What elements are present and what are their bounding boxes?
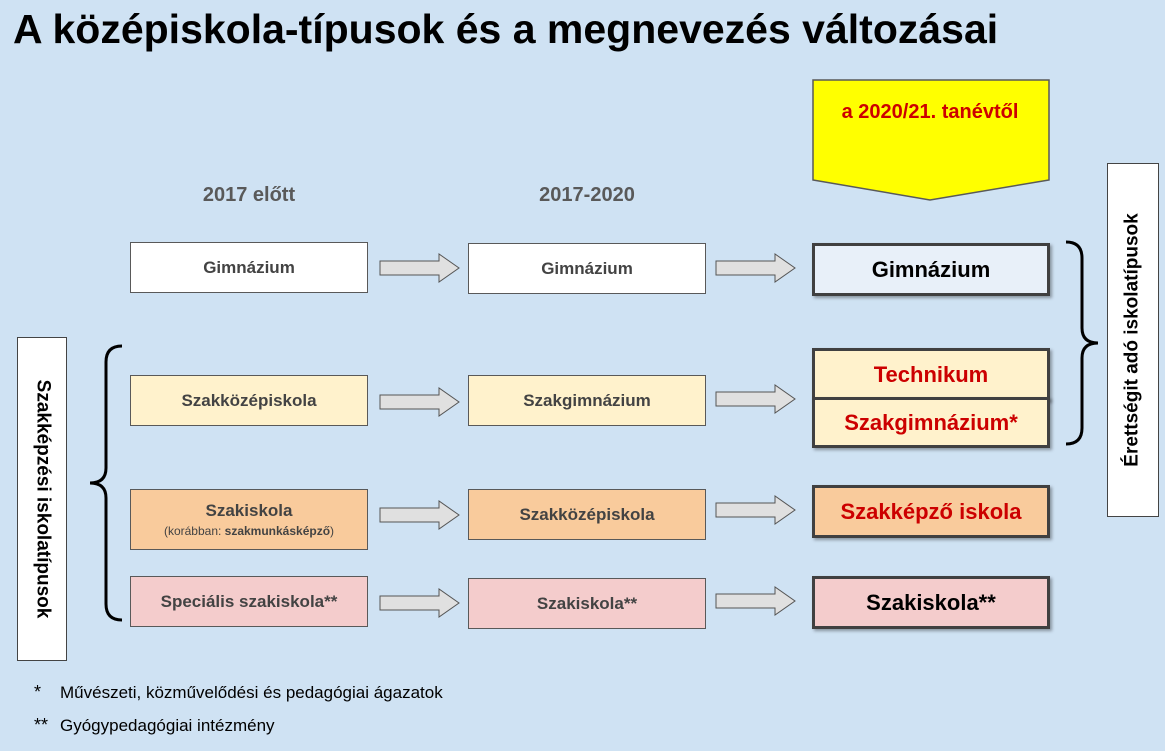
footnote-1-mark: * — [34, 682, 42, 702]
footnote-2-mark: ** — [34, 715, 49, 735]
arrow-right-icon — [379, 588, 461, 620]
box-szakiskola-before — [130, 489, 368, 550]
right-brace-icon — [1060, 236, 1104, 450]
page-title: A középiskola-típusok és a megnevezés változásai — [13, 6, 999, 52]
side-label-szakkepzesi — [17, 337, 67, 661]
arrow-right-icon — [715, 586, 797, 618]
arrow-right-icon — [715, 495, 797, 527]
box-gimnazium-2020: Gimnázium — [812, 243, 1050, 296]
box-szakkozepiskola-before: Szakközépiskola — [130, 375, 368, 426]
side-label-erettsegit-text: Érettségit adó iskolatípusok — [1122, 213, 1143, 467]
column-header-2017-2020: 2017-2020 — [539, 184, 635, 206]
box-gimnazium-before: Gimnázium — [130, 242, 368, 293]
banner-arrow — [810, 78, 1054, 204]
footnote-2-text: Gyógypedagógiai intézmény — [60, 716, 275, 735]
arrow-right-icon — [379, 500, 461, 532]
column-header-before-2017: 2017 előtt — [202, 184, 296, 206]
left-brace-icon — [84, 340, 128, 626]
box-szakkozepiskola-2017: Szakközépiskola — [468, 489, 706, 540]
arrow-right-icon — [379, 387, 461, 419]
arrow-right-icon — [715, 253, 797, 285]
box-szakiskola-2017: Szakiskola** — [468, 578, 706, 629]
box-szakgimnazium-2017: Szakgimnázium — [468, 375, 706, 426]
box-szakgimnazium-2020: Szakgimnázium* — [812, 397, 1050, 448]
arrow-right-icon — [379, 253, 461, 285]
footnote-2 — [34, 715, 275, 736]
footnote-1 — [34, 682, 443, 703]
box-szakiskola-2020: Szakiskola** — [812, 576, 1050, 629]
box-szakkepzo-iskola-2020: Szakképző iskola — [812, 485, 1050, 538]
box-technikum-2020: Technikum — [812, 348, 1050, 401]
column-header-from-2020-21: a 2020/21. tanévtől — [841, 101, 1019, 123]
box-specialis-szakiskola-before: Speciális szakiskola** — [130, 576, 368, 627]
box-gimnazium-2017: Gimnázium — [468, 243, 706, 294]
box-szakiskola-before-note: (korábban: szakmunkásképző) — [163, 524, 335, 538]
side-label-szakkepzesi-text: Szakképzési iskolatípusok — [32, 379, 54, 619]
box-szakiskola-before-label: Szakiskola — [205, 501, 293, 520]
arrow-right-icon — [715, 384, 797, 416]
side-label-erettsegit — [1107, 163, 1159, 517]
footnote-1-text: Művészeti, közművelődési és pedagógiai ágazatok — [60, 683, 443, 702]
